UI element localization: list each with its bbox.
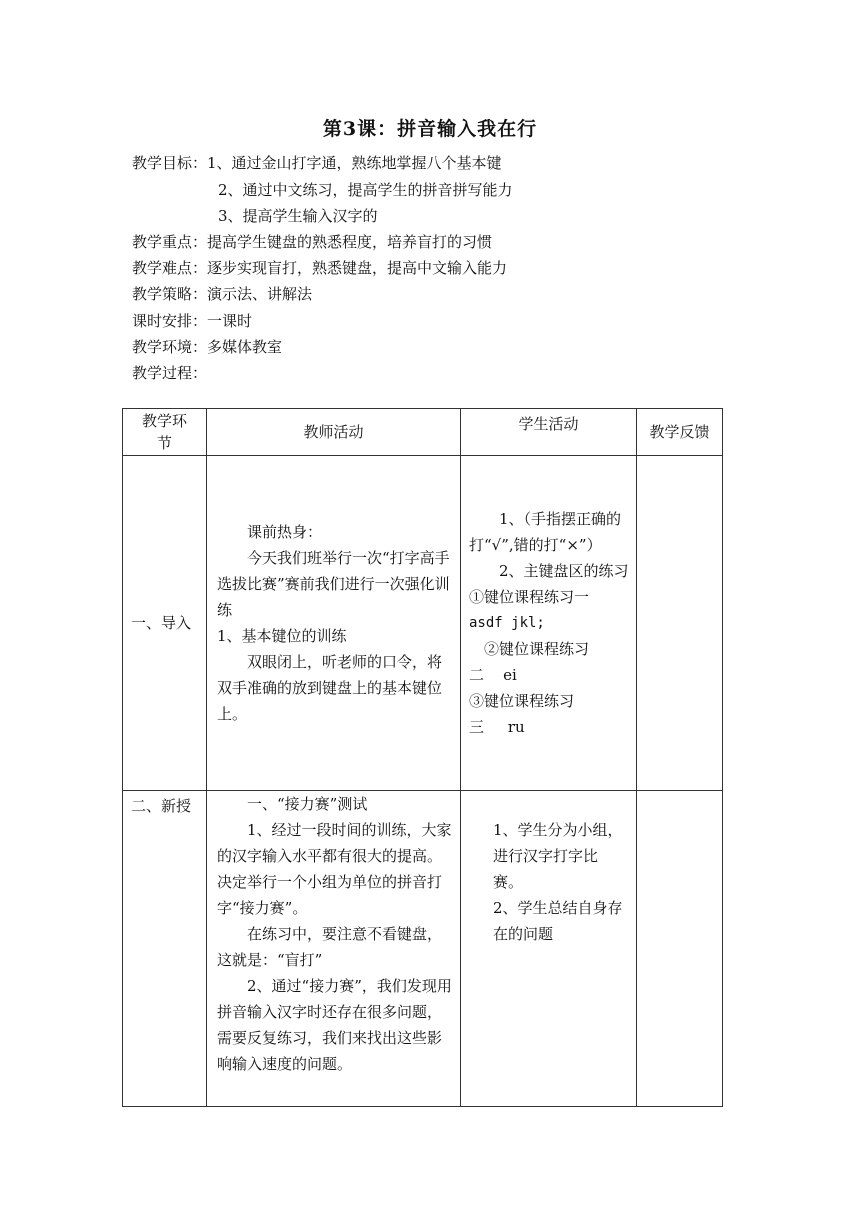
teaching-key-point: 教学重点：提高学生键盘的熟悉程度，培养盲打的习惯 <box>132 233 493 251</box>
row1-teacher-line-1: 课前热身： <box>247 523 323 541</box>
class-schedule: 课时安排：一课时 <box>132 312 253 330</box>
row2-stage: 二、新授 <box>123 791 207 1107</box>
row2-teacher-line-1: 一、“接力赛”测试 <box>247 795 368 813</box>
table-row <box>123 791 723 1107</box>
row1-student-line-3: ①键位课程练习一 <box>469 588 590 606</box>
row2-teacher-activity <box>207 791 461 1107</box>
row2-student-line-1: 1、学生分为小组，进行汉字打字比赛。 <box>493 821 623 891</box>
teaching-goal-line-1 <box>132 153 502 173</box>
row2-teacher-line-2: 1、经过一段时间的训练，大家的汉字输入水平都有很大的提高。决定举行一个小组为单位的拼音打字“接力赛”。 <box>217 821 452 917</box>
row1-student-line-2: 2、主键盘区的练习 <box>499 562 629 580</box>
row1-stage: 一、导入 <box>123 456 207 791</box>
teaching-goal-3: 3、提高学生输入汉字的 <box>218 207 378 225</box>
teaching-difficulty: 教学难点：逐步实现盲打，熟悉键盘，提高中文输入能力 <box>132 259 508 277</box>
row1-student-line-7: ③键位课程练习 <box>469 692 575 710</box>
row1-student-line-6: 二 ei <box>469 666 517 684</box>
teaching-strategy: 教学策略：演示法、讲解法 <box>132 285 313 303</box>
row1-teacher-line-2: 今天我们班举行一次“打字高手选拔比赛”赛前我们进行一次强化训练 <box>217 549 450 619</box>
teaching-goal-2: 2、通过中文练习，提高学生的拼音拼写能力 <box>218 181 513 199</box>
lesson-title: 第3课：拼音输入我在行 <box>322 118 538 140</box>
header-feedback: 教学反馈 <box>637 409 723 456</box>
teaching-process-label: 教学过程： <box>132 364 208 382</box>
row1-student-line-4: asdf jkl; <box>469 615 545 631</box>
row2-teacher-line-3: 在练习中，要注意不看键盘，这就是：“盲打” <box>217 925 443 969</box>
row1-student-line-5: ②键位课程练习 <box>484 640 590 658</box>
header-teacher-activity: 教师活动 <box>207 409 461 456</box>
row1-student-activity <box>461 456 637 791</box>
lesson-plan-table <box>122 408 723 1107</box>
teaching-goal-label: 教学目标： <box>132 154 208 172</box>
row1-teacher-line-3: 1、基本键位的训练 <box>217 627 347 645</box>
header-stage-line-1: 教学环 <box>141 412 187 430</box>
header-stage-line-2: 节 <box>156 434 172 452</box>
row2-student-line-2: 2、学生总结自身存在的问题 <box>493 899 623 943</box>
header-student-activity: 学生活动 <box>461 409 637 456</box>
row1-teacher-activity <box>207 456 461 791</box>
row1-teacher-line-4: 双眼闭上，听老师的口令，将双手准确的放到键盘上的基本键位上。 <box>217 653 443 723</box>
row2-student-activity <box>461 791 637 1107</box>
row1-feedback <box>637 456 723 791</box>
header-stage <box>123 409 207 456</box>
row2-feedback <box>637 791 723 1107</box>
row1-student-line-8: 三 ru <box>469 718 525 736</box>
row1-student-line-1: 1、（手指摆正确的打“√”,错的打“×”） <box>469 510 622 554</box>
row2-teacher-line-4: 2、通过“接力赛”，我们发现用拼音输入汉字时还存在很多问题，需要反复练习，我们来找出这些影响输入速度的问题。 <box>217 977 452 1073</box>
table-row <box>123 456 723 791</box>
table-header-row <box>123 409 723 456</box>
teaching-environment: 教学环境：多媒体教室 <box>132 338 283 356</box>
teaching-goal-1: 1、通过金山打字通，熟练地掌握八个基本键 <box>207 154 502 172</box>
